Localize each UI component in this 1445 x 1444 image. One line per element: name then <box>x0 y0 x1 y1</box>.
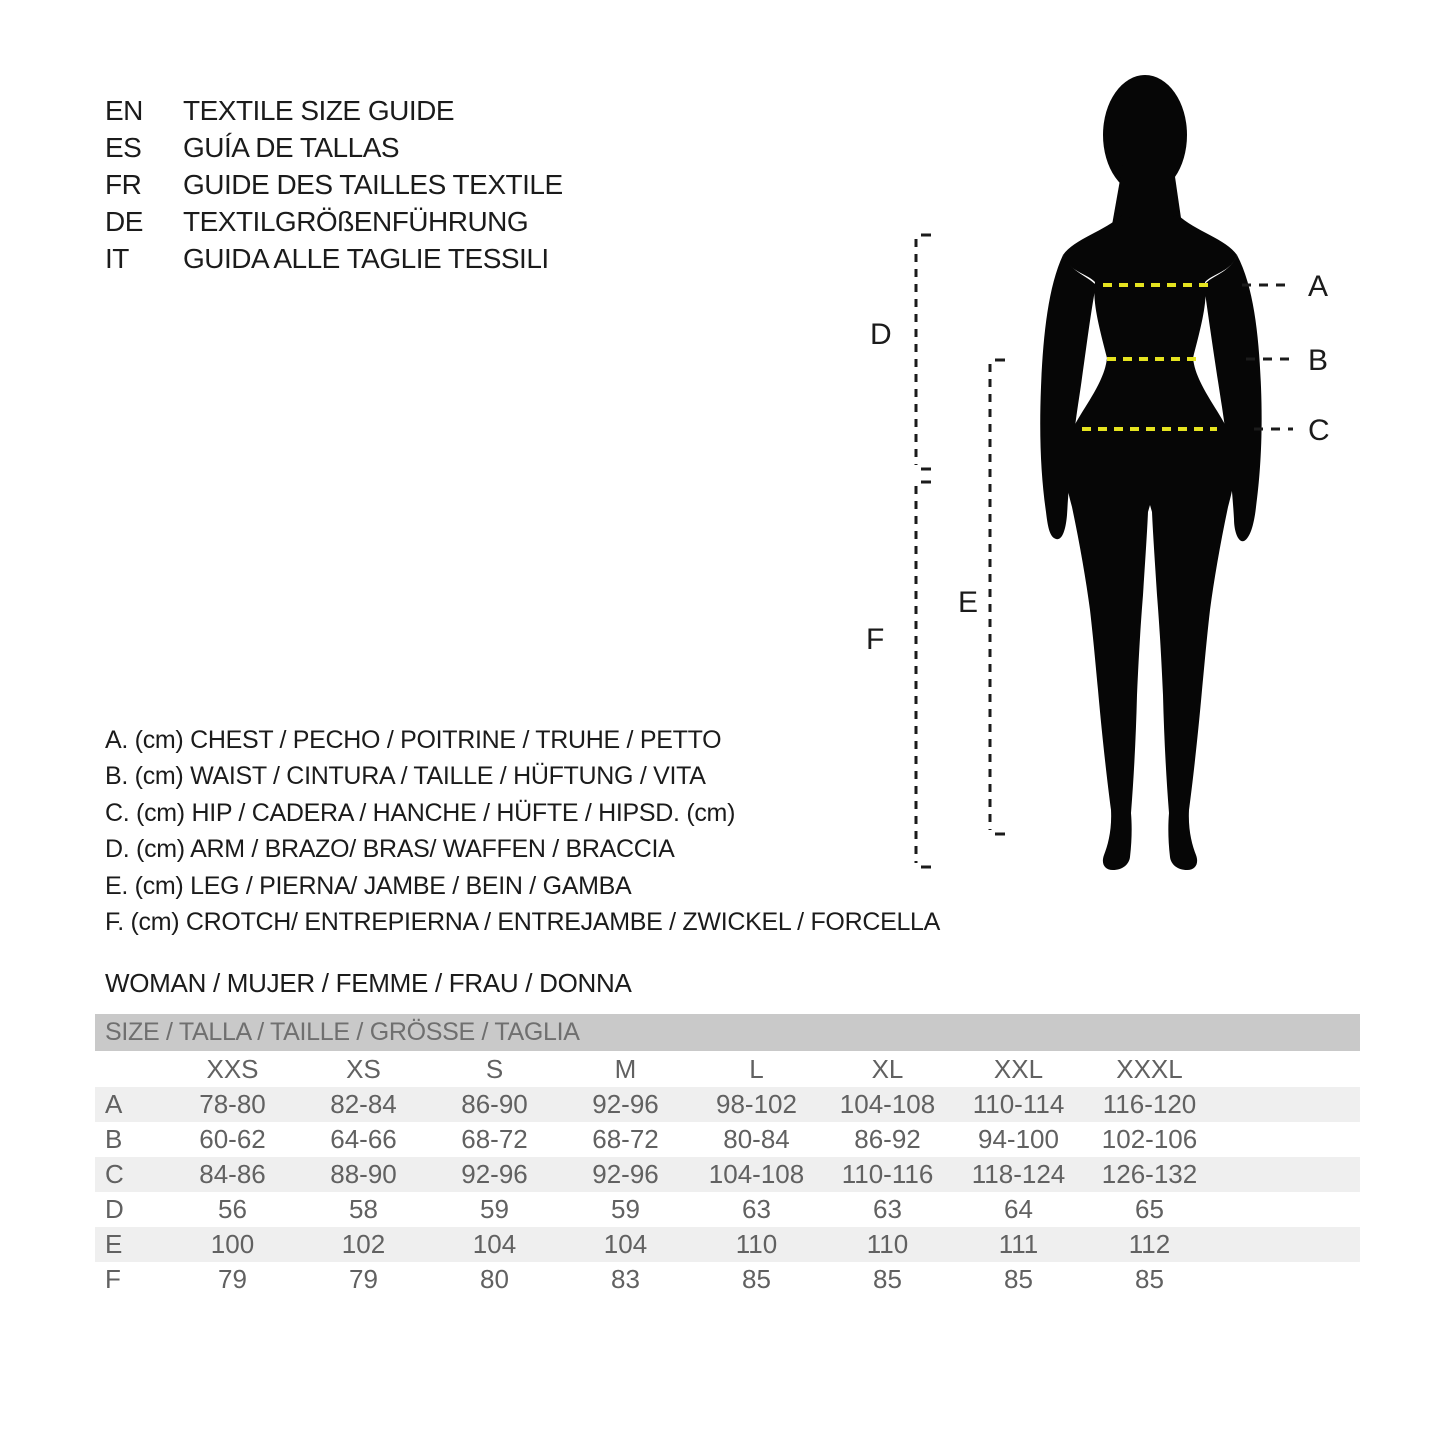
marker-label-e: E <box>958 586 979 619</box>
guide-title: GUIDA ALLE TAGLIE TESSILI <box>183 242 549 274</box>
row-label: B <box>105 1124 123 1154</box>
table-cell: 82-84 <box>330 1089 397 1119</box>
arm-measure-bracket <box>916 235 931 469</box>
size-table <box>95 1014 1360 1297</box>
row-label: D <box>105 1194 124 1224</box>
language-code: IT <box>105 242 129 274</box>
table-cell: 100 <box>210 1229 255 1259</box>
table-cell: 63 <box>742 1194 771 1224</box>
gender-heading: WOMAN / MUJER / FEMME / FRAU / DONNA <box>105 968 632 998</box>
table-cell: 84-86 <box>199 1159 266 1189</box>
marker-label-d: D <box>870 318 892 351</box>
legend-line-hip: C. (cm) HIP / CADERA / HANCHE / HÜFTE / HIPSD. (cm) <box>105 798 736 827</box>
row-label: F <box>105 1264 121 1294</box>
marker-label-f: F <box>866 623 885 656</box>
table-cell: 118-124 <box>971 1159 1066 1189</box>
table-row-leg <box>95 1227 1360 1262</box>
table-cell: 110-116 <box>841 1159 934 1189</box>
size-column-s: S <box>485 1053 504 1084</box>
guide-title: GUÍA DE TALLAS <box>183 131 400 163</box>
language-row-de <box>105 203 563 240</box>
table-cell: 110-114 <box>972 1089 1065 1119</box>
table-cell: 112 <box>1128 1229 1171 1259</box>
table-cell: 88-90 <box>330 1159 397 1189</box>
table-cell: 104 <box>603 1229 648 1259</box>
marker-label-c: C <box>1308 414 1330 447</box>
table-cell: 85 <box>742 1264 771 1294</box>
size-column-l: L <box>749 1053 764 1084</box>
measurement-legend <box>105 722 940 941</box>
language-row-fr <box>105 166 563 203</box>
table-cell: 60-62 <box>199 1124 266 1154</box>
legend-line-leg: E. (cm) LEG / PIERNA/ JAMBE / BEIN / GAMBA <box>105 871 632 900</box>
table-row-waist <box>95 1122 1360 1157</box>
guide-title: TEXTILGRÖßENFÜHRUNG <box>183 205 529 237</box>
table-cell: 83 <box>611 1264 640 1294</box>
size-column-xxs: XXS <box>206 1053 259 1084</box>
size-column-m: M <box>614 1053 637 1084</box>
table-cell: 92-96 <box>592 1159 659 1189</box>
size-column-xl: XL <box>871 1053 904 1084</box>
table-row-chest <box>95 1087 1360 1122</box>
language-row-es <box>105 129 563 166</box>
table-cell: 98-102 <box>716 1089 797 1119</box>
table-cell: 85 <box>1135 1264 1164 1294</box>
table-cell: 65 <box>1135 1194 1164 1224</box>
leg-measure-bracket <box>990 360 1005 834</box>
table-cell: 102-106 <box>1101 1124 1198 1154</box>
size-column-xs: XS <box>346 1053 381 1084</box>
legend-line-crotch: F. (cm) CROTCH/ ENTREPIERNA / ENTREJAMBE / ZWICKEL / FORCELLA <box>105 908 941 937</box>
table-cell: 68-72 <box>592 1124 659 1154</box>
table-row-arm <box>95 1192 1360 1227</box>
row-label: C <box>105 1159 124 1189</box>
table-cell: 116-120 <box>1102 1089 1197 1119</box>
table-row-hip <box>95 1157 1360 1192</box>
table-cell: 68-72 <box>461 1124 528 1154</box>
table-cell: 92-96 <box>461 1159 528 1189</box>
table-cell: 78-80 <box>199 1089 266 1119</box>
table-cell: 80 <box>480 1264 509 1294</box>
legend-line-chest: A. (cm) CHEST / PECHO / POITRINE / TRUHE / PETTO <box>105 725 722 754</box>
language-row-en <box>105 92 563 129</box>
marker-label-b: B <box>1308 344 1329 377</box>
size-column-xxxl: XXXL <box>1116 1053 1183 1084</box>
size-columns-row <box>95 1051 1360 1087</box>
table-cell: 85 <box>873 1264 902 1294</box>
language-row-it <box>105 240 563 277</box>
table-cell: 86-90 <box>461 1089 528 1119</box>
table-cell: 104 <box>472 1229 517 1259</box>
legend-line-waist: B. (cm) WAIST / CINTURA / TAILLE / HÜFTUNG / VITA <box>105 762 706 791</box>
table-cell: 59 <box>611 1194 640 1224</box>
language-code: EN <box>105 94 143 126</box>
table-cell: 85 <box>1004 1264 1033 1294</box>
marker-label-a: A <box>1308 270 1329 303</box>
guide-title: GUIDE DES TAILLES TEXTILE <box>183 168 563 200</box>
table-cell: 64 <box>1004 1194 1033 1224</box>
table-row-crotch <box>95 1262 1360 1297</box>
legend-line-arm: D. (cm) ARM / BRAZO/ BRAS/ WAFFEN / BRACCIA <box>105 835 675 864</box>
table-cell: 63 <box>873 1194 902 1224</box>
guide-title: TEXTILE SIZE GUIDE <box>183 94 455 126</box>
row-label: A <box>105 1089 123 1119</box>
table-cell: 79 <box>349 1264 378 1294</box>
language-title-list <box>105 92 563 277</box>
woman-silhouette-figure <box>1040 75 1261 870</box>
table-cell: 94-100 <box>978 1124 1059 1154</box>
language-code: ES <box>105 131 142 163</box>
table-cell: 110 <box>866 1229 909 1259</box>
table-cell: 111 <box>998 1229 1039 1259</box>
language-code: DE <box>105 205 143 237</box>
table-cell: 56 <box>218 1194 247 1224</box>
language-code: FR <box>105 168 142 200</box>
table-cell: 86-92 <box>854 1124 921 1154</box>
table-cell: 79 <box>218 1264 247 1294</box>
table-cell: 59 <box>480 1194 509 1224</box>
size-table-header-bar: SIZE / TALLA / TAILLE / GRÖSSE / TAGLIA <box>95 1014 1360 1051</box>
table-cell: 64-66 <box>330 1124 397 1154</box>
row-label: E <box>105 1229 123 1259</box>
table-cell: 58 <box>349 1194 378 1224</box>
table-cell: 104-108 <box>839 1089 936 1119</box>
table-cell: 92-96 <box>592 1089 659 1119</box>
size-column-xxl: XXL <box>993 1053 1044 1084</box>
table-cell: 102 <box>341 1229 386 1259</box>
table-cell: 110 <box>735 1229 778 1259</box>
table-cell: 80-84 <box>723 1124 790 1154</box>
table-cell: 104-108 <box>708 1159 805 1189</box>
table-cell: 126-132 <box>1101 1159 1198 1189</box>
